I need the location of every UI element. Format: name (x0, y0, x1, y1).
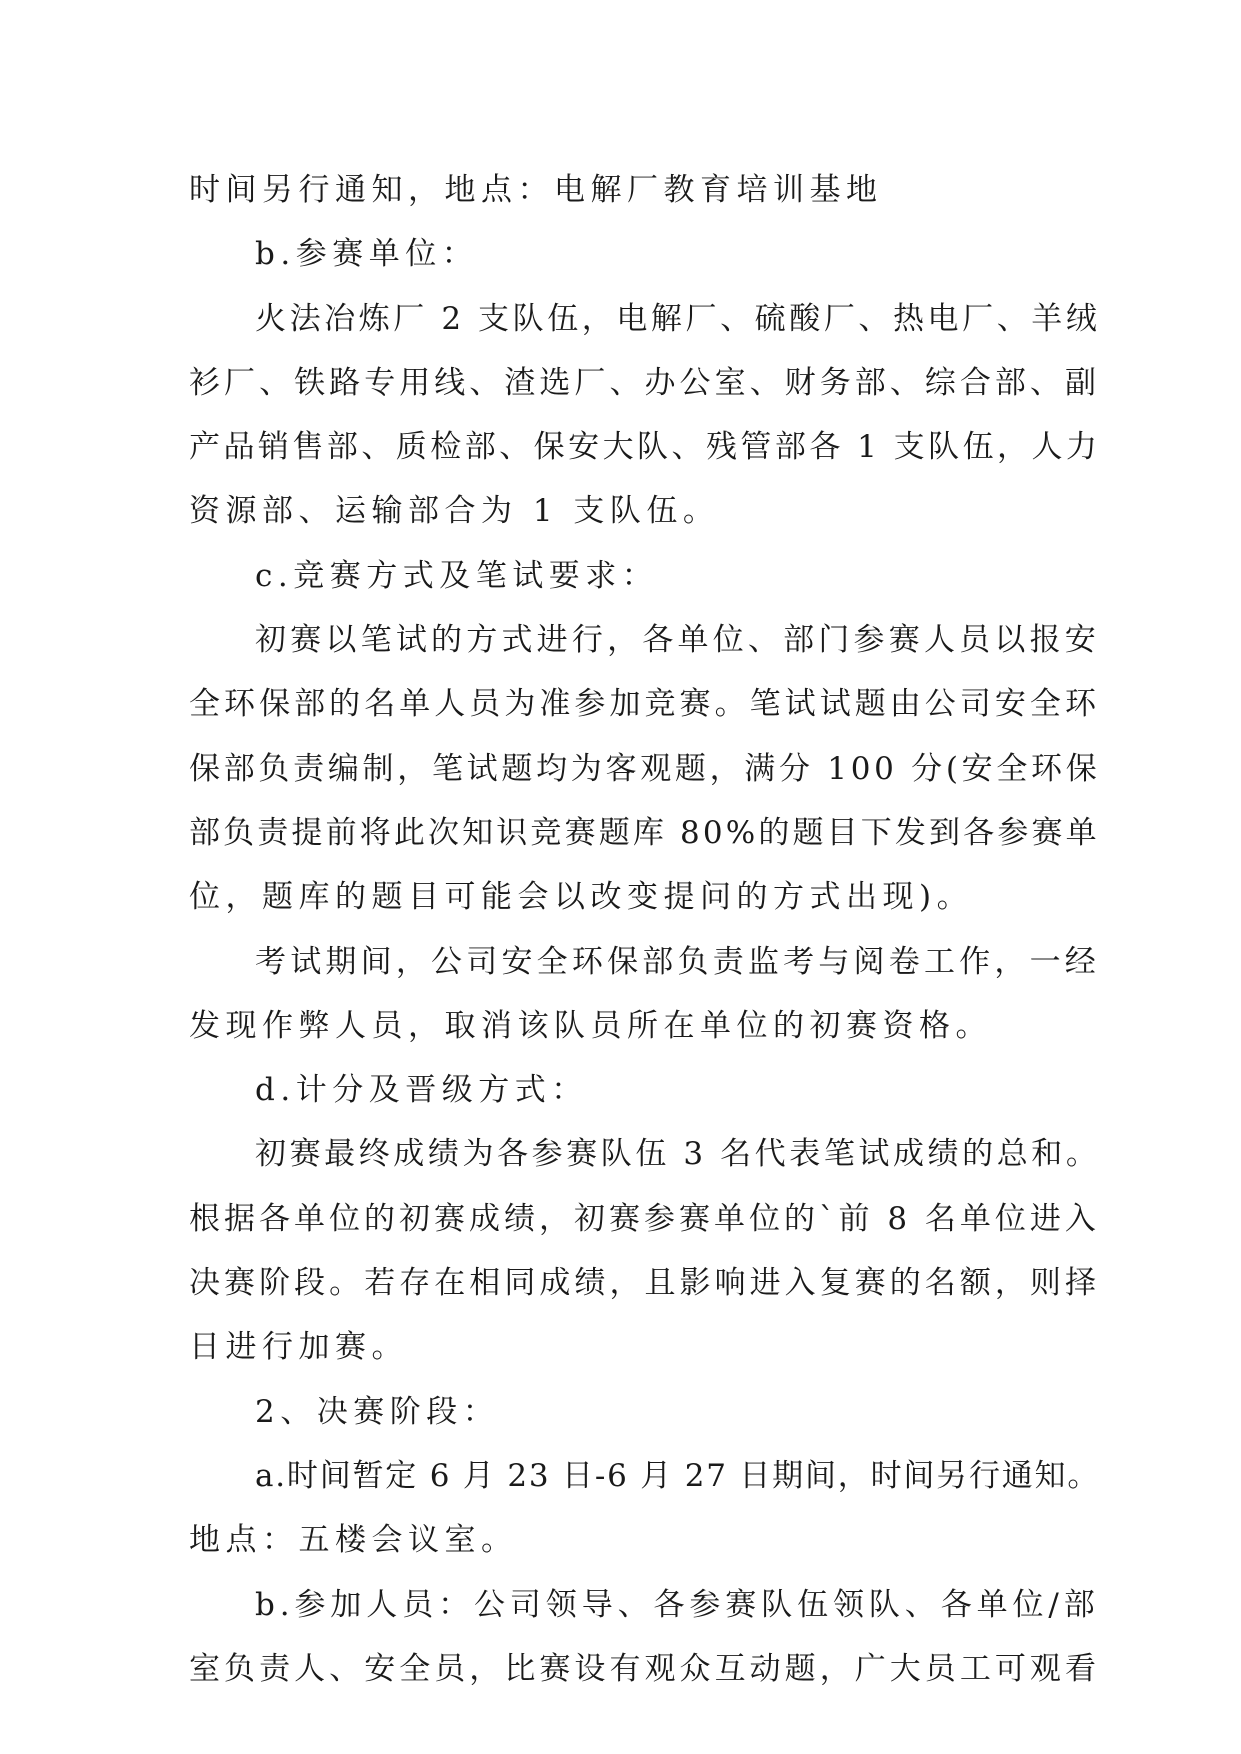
text-line: 产品销售部、质检部、保安大队、残管部各 1 支队伍，人力 (189, 429, 1101, 466)
text-line: 时间另行通知，地点：电解厂教育培训基地 (189, 172, 883, 208)
text-line: 部负责提前将此次知识竞赛题库 80%的题目下发到各参赛单 (189, 814, 1100, 851)
text-line: 衫厂、铁路专用线、渣选厂、办公室、财务部、综合部、副 (189, 364, 1100, 401)
text-line: 根据各单位的初赛成绩，初赛参赛单位的`前 8 名单位进入 (189, 1200, 1100, 1237)
text-line: 资源部、运输部合为 1 支队伍。 (189, 493, 720, 530)
text-line: 全环保部的名单人员为准参加竞赛。笔试试题由公司安全环 (189, 686, 1100, 723)
text-line: b.参赛单位： (255, 236, 479, 273)
text-line: 初赛最终成绩为各参赛队伍 3 名代表笔试成绩的总和。 (255, 1136, 1101, 1173)
body-text (189, 158, 1101, 1701)
text-line: 保部负责编制，笔试题均为客观题，满分 100 分(安全环保 (189, 750, 1101, 787)
text-line: a.时间暂定 6 月 23 日-6 月 27 日期间，时间另行通知。 (255, 1457, 1101, 1494)
text-line: 考试期间，公司安全环保部负责监考与阅卷工作，一经 (255, 943, 1100, 980)
text-line: d.计分及晋级方式： (255, 1072, 588, 1109)
text-line: c.竞赛方式及笔试要求： (255, 557, 659, 594)
text-line: 初赛以笔试的方式进行，各单位、部门参赛人员以报安 (255, 622, 1100, 659)
text-line: 位，题库的题目可能会以改变提问的方式出现)。 (189, 879, 974, 916)
text-line: 2、决赛阶段： (255, 1393, 500, 1430)
text-line: 发现作弊人员，取消该队员所在单位的初赛资格。 (189, 1007, 992, 1044)
text-line: 决赛阶段。若存在相同成绩，且影响进入复赛的名额，则择 (189, 1265, 1100, 1302)
text-line: 日进行加赛。 (189, 1329, 408, 1366)
text-line: 火法冶炼厂 2 支队伍，电解厂、硫酸厂、热电厂、羊绒 (255, 300, 1101, 337)
text-line: b.参加人员：公司领导、各参赛队伍领队、各单位/部 (255, 1586, 1100, 1623)
text-line: 室负责人、安全员，比赛设有观众互动题，广大员工可观看 (189, 1650, 1100, 1687)
text-line: 地点：五楼会议室。 (189, 1522, 518, 1559)
